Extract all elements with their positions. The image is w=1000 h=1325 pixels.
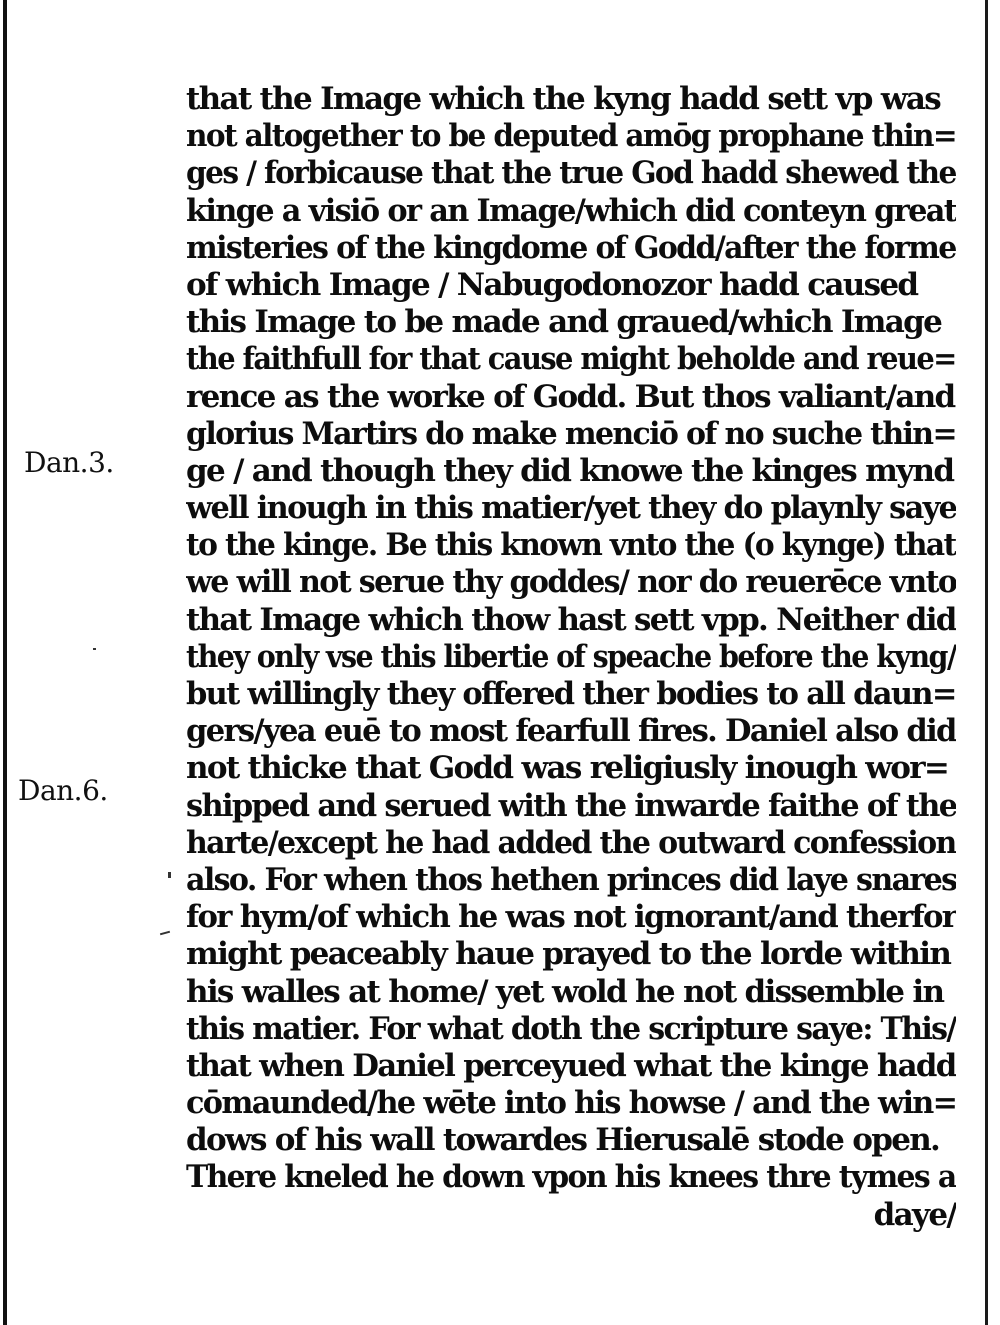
text-line: they only vse this libertie of speache before the kyng/: [186, 638, 956, 675]
margin-note-dan-3: Dan.3.: [24, 446, 114, 479]
page-right-edge: [985, 0, 988, 1325]
text-line: to the kinge. Be this known vnto the (o kynge) that: [186, 527, 956, 564]
ink-speck: [160, 931, 170, 936]
text-line: ge / and though they did knowe the kinges mynd: [186, 452, 954, 489]
text-line: also. For when thos hethen princes did laye snares: [186, 861, 956, 898]
page-left-edge: [3, 0, 7, 1325]
text-line: but willingly they offered ther bodies to all daun=: [186, 676, 956, 712]
text-line: well inough in this matier/yet they do playnly saye: [186, 490, 956, 527]
ink-speck: [168, 872, 171, 878]
text-line: this matier. For what doth the scripture saye: This/: [186, 1010, 956, 1047]
text-line: his walles at home/ yet wold he not dissemble in: [186, 973, 944, 1010]
text-line: of which Image / Nabugodonozor hadd caused: [186, 266, 918, 303]
text-line: shipped and serued with the inwarde faithe of the: [186, 787, 956, 824]
margin-note-dan-6: Dan.6.: [18, 774, 108, 807]
text-line: ges / forbicause that the true God hadd shewed the: [186, 155, 956, 192]
text-line: the faithfull for that cause might beholde and reue=: [186, 341, 956, 378]
text-line: kinge a visiō or an Image/which did conteyn great: [186, 192, 956, 229]
text-line: might peaceably haue prayed to the lorde within: [186, 936, 951, 973]
text-line: dows of his wall towardes Hierusalē stode open.: [186, 1122, 940, 1159]
text-line: that Image which thow hast sett vpp. Neither did: [186, 601, 956, 638]
text-line: harte/except he had added the outward confession: [186, 824, 956, 861]
text-line: this Image to be made and graued/which Image: [186, 304, 942, 341]
catchword-line: daye/: [873, 1196, 956, 1233]
text-line: that the Image which the kyng hadd sett vp was: [186, 81, 940, 117]
text-line: glorius Martirs do make menciō of no suche thin=: [186, 415, 956, 452]
text-line: misteries of the kingdome of Godd/after the forme: [186, 229, 956, 266]
text-line: cōmaunded/he wēte into his howse / and the win=: [186, 1085, 956, 1122]
ink-speck: [93, 648, 96, 650]
text-line: not altogether to be deputed amōg prophane thin=: [186, 118, 956, 155]
text-line: we will not serue thy goddes/ nor do reuerēce vnto: [186, 564, 956, 601]
text-line: rence as the worke of Godd. But thos valiant/and: [186, 378, 955, 415]
body-text-block: [186, 81, 956, 1234]
text-line: that when Daniel perceyued what the kinge hadd: [186, 1047, 956, 1084]
text-line: not thicke that Godd was religiusly inough wor=: [186, 750, 949, 787]
text-line: gers/yea euē to most fearfull fires. Daniel also did: [186, 713, 956, 750]
text-line: for hym/of which he was not ignorant/and therfor: [186, 899, 956, 936]
text-line: There kneled he down vpon his knees thre tymes a: [186, 1159, 956, 1196]
